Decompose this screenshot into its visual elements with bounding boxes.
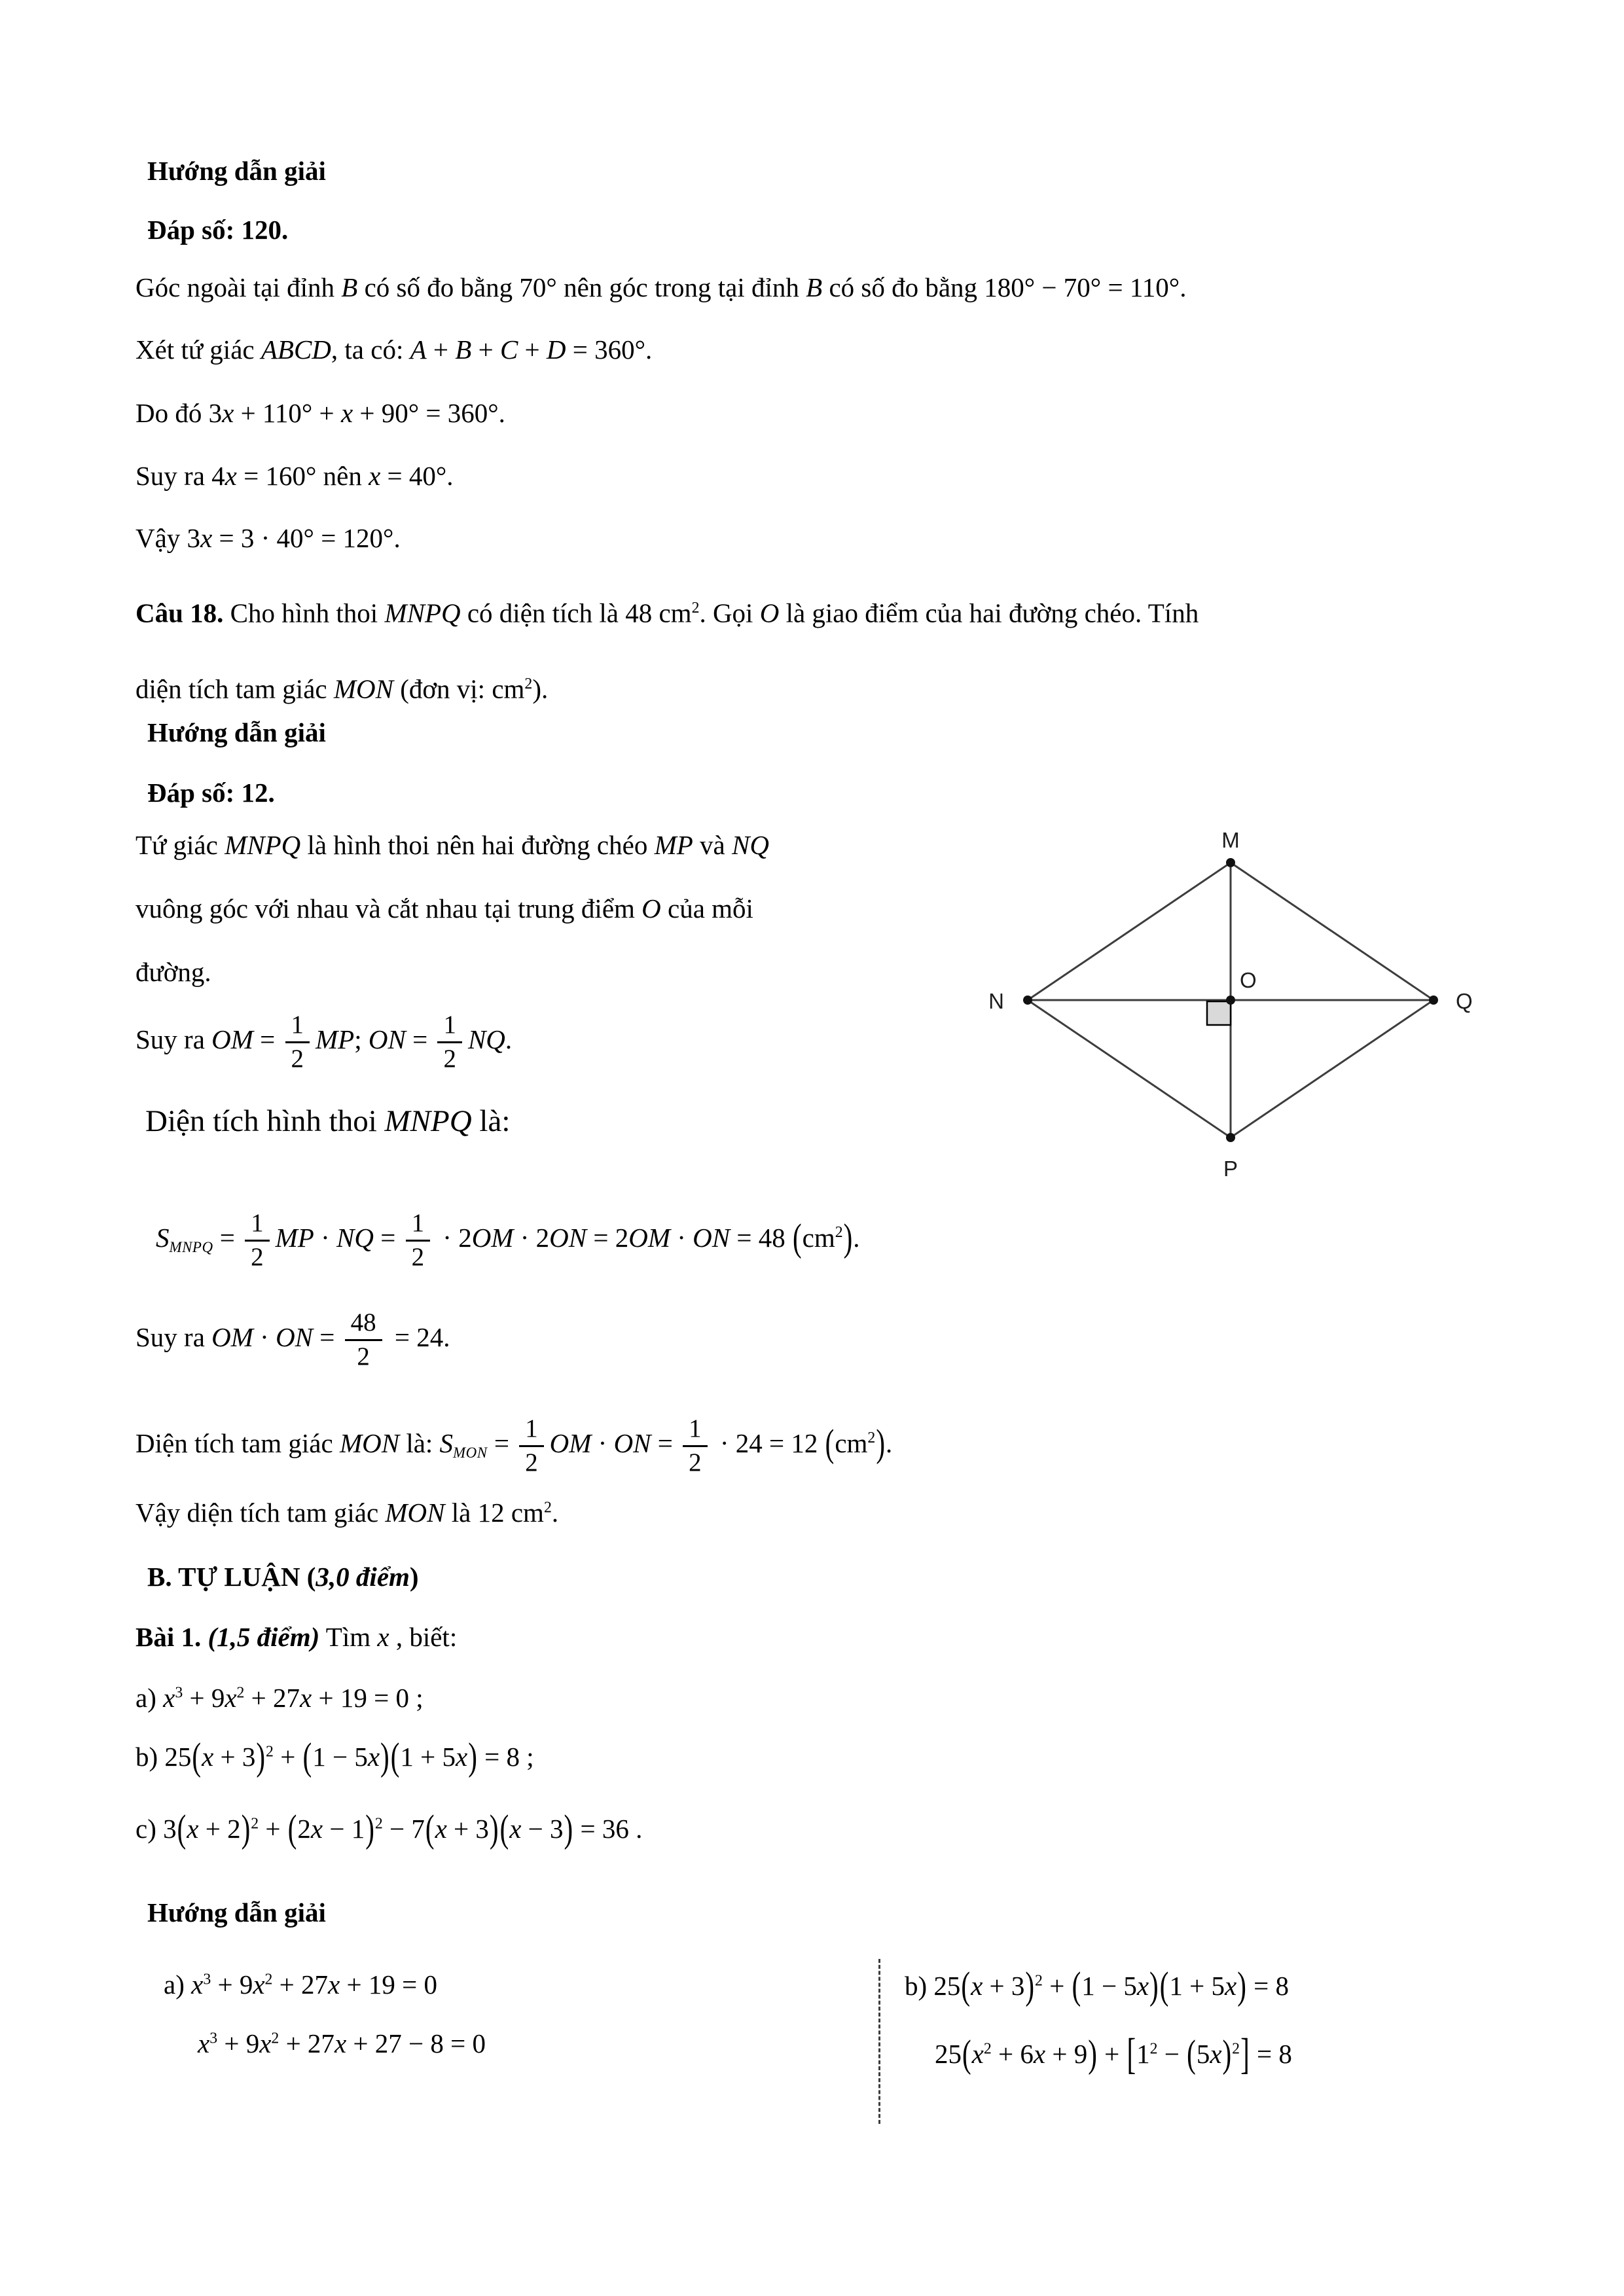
vertex-label-q: Q — [1456, 989, 1473, 1013]
vertex-label-p: P — [1223, 1157, 1238, 1181]
line-rhombus-area-intro: Diện tích hình thoi MNPQ là: — [145, 1104, 511, 1138]
answer-line-12: Đáp số: 12. — [147, 778, 275, 808]
line-om-times-on: Suy ra OM · ON = $\frac{48}{2}$ = 24. — [135, 1308, 450, 1371]
line-do-do: Do đó 3x + 110° + x + 90° = 360°. — [135, 398, 505, 428]
line-exterior-angle: Góc ngoài tại đỉnh B có số đo bằng 70° nên góc trong tại đỉnh B có số đo bằng 180° − 70° = 110°. — [135, 272, 1187, 302]
question-18: Câu 18. Cho hình thoi MNPQ có diện tích là 48 $cm^2$. Gọi O là giao điểm của hai đường chéo. Tính diện tích tam giác MON (đơn vị: $cm^2$). — [135, 598, 1199, 704]
solution-heading-2: Hướng dẫn giải — [147, 717, 326, 747]
solution-heading-3: Hướng dẫn giải — [147, 1897, 326, 1928]
line-suy-ra-4x: Suy ra 4x = 160° nên x = 40°. — [135, 461, 454, 491]
answer-line-120: Đáp số: 120. — [147, 215, 289, 245]
solution-a-line-2: $x^3 + 9x^2 + 27x + 27 - 8 = 0$ — [198, 2028, 486, 2058]
solution-a-line-1: a) $x^3 + 9x^2 + 27x + 19 = 0$ — [164, 1969, 437, 2000]
vertex-label-n: N — [988, 989, 1004, 1013]
exercise-1-heading: Bài 1. (1,5 điểm) Tìm x , biết: — [135, 1622, 458, 1652]
rhombus-diagram — [962, 815, 1525, 1188]
column-divider — [878, 1959, 880, 2124]
line-om-on-half: Suy ra OM = $\frac{1}{2}$ MP; ON = $\frac{1}{2}$ NQ. — [135, 1011, 513, 1073]
vertex-label-m: M — [1221, 828, 1240, 852]
right-angle-marker — [1207, 1001, 1231, 1025]
item-c: c) $3(x + 2)^2 + (2x - 1)^2 - 7(x + 3)(x - 3) = 36$ . — [135, 1806, 643, 1850]
center-label-o: O — [1240, 968, 1257, 992]
line-quadrilateral-sum: Xét tứ giác ABCD, ta có: A + B + C + D = 360°. — [135, 334, 653, 365]
equation-rhombus-area: SMNPQ = $\frac{1}{2}$ MP · NQ = $\frac{1}{2}$ · 2OM · 2ON = 2OM · ON = 48 $(cm^2)$. — [156, 1209, 860, 1271]
item-a: a) $x^3 + 9x^2 + 27x + 19 = 0$ ; — [135, 1683, 424, 1713]
line-triangle-area: Diện tích tam giác MON là: SMON = $\frac{1}{2}$ OM · ON = $\frac{1}{2}$ · 24 = 12 $(cm^2)$. — [135, 1414, 893, 1477]
solution-b-line-1: b) $25(x + 3)^2 + (1 - 5x)(1 + 5x) = 8$ — [905, 1964, 1289, 2007]
item-b: b) $25(x + 3)^2 + (1 - 5x)(1 + 5x) = 8$ ; — [135, 1734, 534, 1778]
line-conclusion: Vậy diện tích tam giác MON là 12 $cm^2$. — [135, 1498, 559, 1528]
paragraph-rhombus-properties: Tứ giác MNPQ là hình thoi nên hai đường chéo MP và NQ vuông góc với nhau và cắt nhau tại trung điểm O của mỗi đường. — [135, 830, 769, 987]
line-vay-3x: Vậy 3x = 3 · 40° = 120°. — [135, 523, 401, 553]
solution-b-line-2: $25(x^2 + 6x + 9) + [1^2 - (5x)^2] = 8$ — [935, 2028, 1292, 2078]
solution-heading-1: Hướng dẫn giải — [147, 156, 326, 186]
section-b-heading: B. TỰ LUẬN (3,0 điểm) — [147, 1562, 419, 1592]
